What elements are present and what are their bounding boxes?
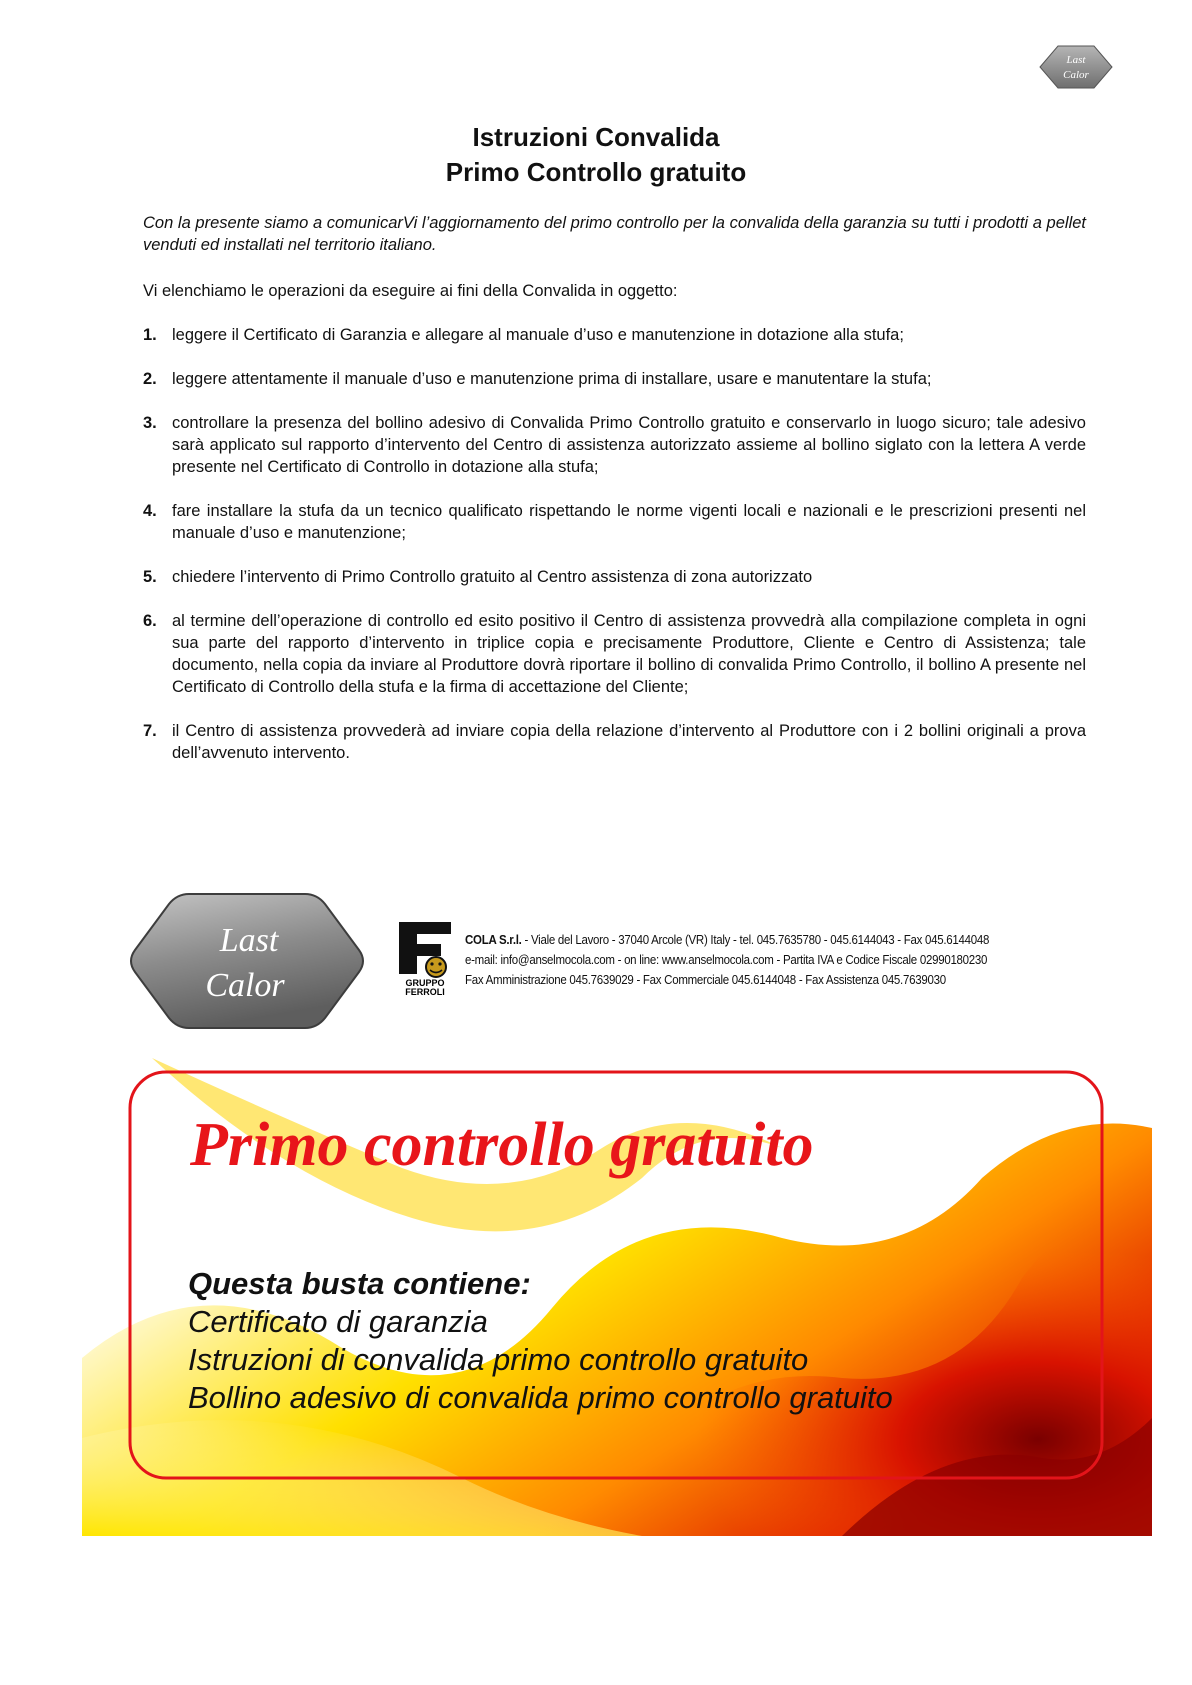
envelope-title: Primo controllo gratuito — [190, 1111, 814, 1179]
step-number: 7. — [143, 722, 157, 740]
envelope-heading: Questa busta contiene: — [188, 1266, 531, 1301]
step-text: al termine dell’operazione di controllo ed esito positivo il Centro di assistenza provvedrà alla compilazione completa in ogni sua parte del rapporto d’intervento in triplice copia e precisamente Produttore, Cliente e Centro di Assistenza; tale documento, nella copia da inviare al Produttore dovrà riportare il bollino di convalida Primo Controllo, il bollino A presente nel Certificato di Controllo della stufa e la firma di accettazione del Cliente; — [172, 612, 1086, 696]
envelope-item: Certificato di garanzia — [188, 1304, 488, 1339]
title-line1: Istruzioni Convalida — [472, 122, 720, 152]
envelope-item: Istruzioni di convalida primo controllo gratuito — [188, 1342, 809, 1377]
step-item — [143, 500, 1086, 544]
company-address: - Viale del Lavoro - 37040 Arcole (VR) Italy - tel. 045.7635780 - 045.6144043 - Fax 045.6144048 — [521, 933, 990, 947]
step-text: chiedere l’intervento di Primo Controllo gratuito al Centro assistenza di zona autorizzato — [172, 568, 813, 586]
last-calor-logo-small — [1038, 44, 1114, 90]
document-title — [0, 120, 1192, 190]
company-info — [465, 930, 1054, 990]
company-name: COLA S.r.l. — [465, 933, 522, 947]
gruppo-ferroli-logo — [397, 920, 453, 996]
step-text: fare installare la stufa da un tecnico qualificato rispettando le norme vigenti locali e nazionali e le prescrizioni presenti nel manuale d’uso e manutenzione; — [172, 502, 1086, 542]
logo-small-line2: Calor — [1063, 69, 1089, 81]
logo-line2: Calor — [205, 967, 285, 1004]
step-item — [143, 720, 1086, 764]
step-item — [143, 324, 1086, 346]
intro-paragraph: Con la presente siamo a comunicarVi l’aggiornamento del primo controllo per la convalida della garanzia su tutti i prodotti a pellet venduti ed installati nel territorio italiano. — [143, 214, 1086, 254]
step-item — [143, 566, 1086, 588]
title-line2: Primo Controllo gratuito — [445, 157, 747, 187]
logo-small-line1: Last — [1066, 54, 1086, 66]
step-number: 5. — [143, 568, 157, 586]
envelope-item: Bollino adesivo di convalida primo controllo gratuito — [188, 1380, 893, 1415]
company-line3: Fax Amministrazione 045.7639029 - Fax Commerciale 045.6144048 - Fax Assistenza 045.7639030 — [465, 973, 946, 987]
group-line1: GRUPPO — [405, 978, 445, 988]
step-number: 3. — [143, 414, 157, 432]
company-line1 — [465, 930, 1054, 950]
step-text: controllare la presenza del bollino adesivo di Convalida Primo Controllo gratuito e conservarlo in luogo sicuro; tale adesivo sarà applicato sul rapporto d’intervento del Centro di assistenza autorizzato assieme al bollino siglato con la lettera A verde presente nel Certificato di Controllo in dotazione alla stufa; — [172, 414, 1086, 476]
company-line2: e-mail: info@anselmocola.com - on line: www.anselmocola.com - Partita IVA e Codice Fiscale 02990180230 — [465, 953, 988, 967]
step-number: 2. — [143, 370, 157, 388]
step-item — [143, 412, 1086, 478]
last-calor-logo — [127, 890, 367, 1032]
step-text: leggere il Certificato di Garanzia e allegare al manuale d’uso e manutenzione in dotazione alla stufa; — [172, 326, 904, 344]
step-text: leggere attentamente il manuale d’uso e manutenzione prima di installare, usare e manutentare la stufa; — [172, 370, 932, 388]
steps-list — [143, 324, 1086, 786]
envelope-contents — [188, 1265, 893, 1417]
step-number: 1. — [143, 326, 157, 344]
step-item — [143, 368, 1086, 390]
group-line2: FERROLI — [405, 987, 445, 996]
lead-paragraph: Vi elenchiamo le operazioni da eseguire ai fini della Convalida in oggetto: — [143, 282, 678, 300]
logo-line1: Last — [219, 922, 279, 959]
step-item — [143, 610, 1086, 698]
step-text: il Centro di assistenza provvederà ad inviare copia della relazione d’intervento al Produttore con i 2 bollini originali a prova dell’avvenuto intervento. — [172, 722, 1086, 762]
step-number: 6. — [143, 612, 157, 630]
step-number: 4. — [143, 502, 157, 520]
